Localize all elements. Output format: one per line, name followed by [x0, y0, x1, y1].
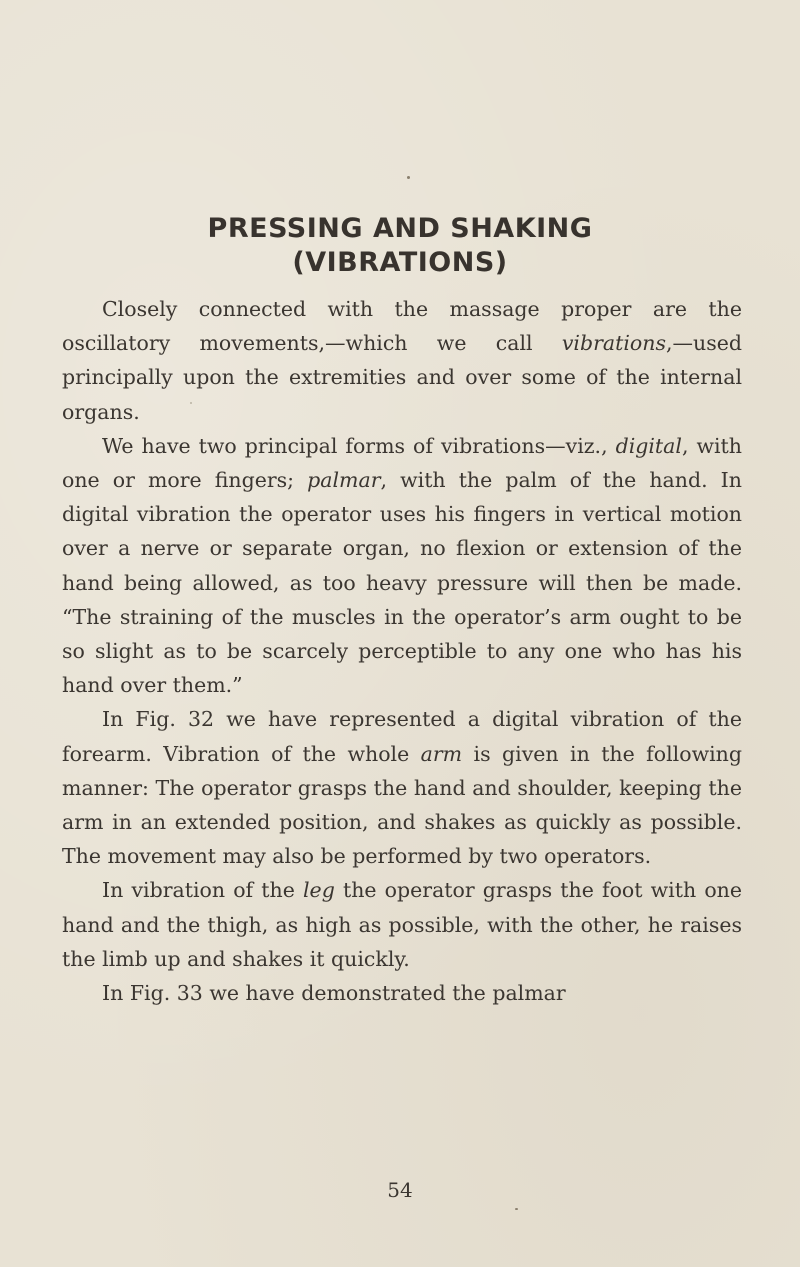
paragraph — [62, 976, 742, 1010]
paper-speck — [407, 176, 410, 179]
text-run: In Fig. 33 we have demonstrated the palmar — [102, 981, 566, 1006]
text-run: In Fig. 32 we have represented a digital vibration of the forearm. Vibration of the whole — [62, 707, 742, 766]
paragraph — [62, 873, 742, 976]
text-run: , with one or more fingers; — [62, 433, 743, 493]
text-run: ,—used principally upon the extremities and over some of the internal organs. — [62, 331, 742, 424]
text-run: , with the palm of the hand. In digital vibration the operator uses his fingers in vertical motion over a nerve or separate organ, no flexion or extension of the hand being allowed, as too heavy pressure will then be made. “The straining of the muscles in the operator’s arm ought to be so slight as to be scarcely perceptible to any one who has his hand over them.” — [62, 468, 742, 698]
body-text — [62, 292, 742, 1010]
paper-speck — [190, 402, 192, 404]
italic-term: palmar — [307, 468, 381, 493]
italic-term: arm — [420, 741, 463, 766]
paragraph — [62, 292, 742, 429]
text-run: Closely connected with the massage proper are the oscillatory movements,—which we call — [62, 297, 742, 356]
paragraph — [62, 702, 742, 873]
text-run: is given in the following manner: The operator grasps the hand and shoulder, keeping the arm in an extended position, and shakes as quickly as possible. The movement may also be performed by two operators. — [62, 741, 742, 869]
paragraph — [62, 429, 742, 703]
page-subtitle: (VIBRATIONS) — [292, 247, 508, 278]
italic-term: digital — [615, 433, 682, 458]
paper-speck — [515, 1208, 518, 1210]
text-run: In vibration of the — [102, 878, 303, 903]
page-number: 54 — [387, 1178, 413, 1202]
text-run: We have two principal forms of vibrations—viz., — [102, 433, 616, 458]
italic-term: vibrations — [561, 331, 666, 356]
page-title: PRESSING AND SHAKING — [207, 213, 593, 244]
italic-term: leg — [303, 878, 335, 903]
text-run: the operator grasps the foot with one hand and the thigh, as high as possible, with the other, he raises the limb up and shakes it quickly. — [62, 878, 742, 971]
